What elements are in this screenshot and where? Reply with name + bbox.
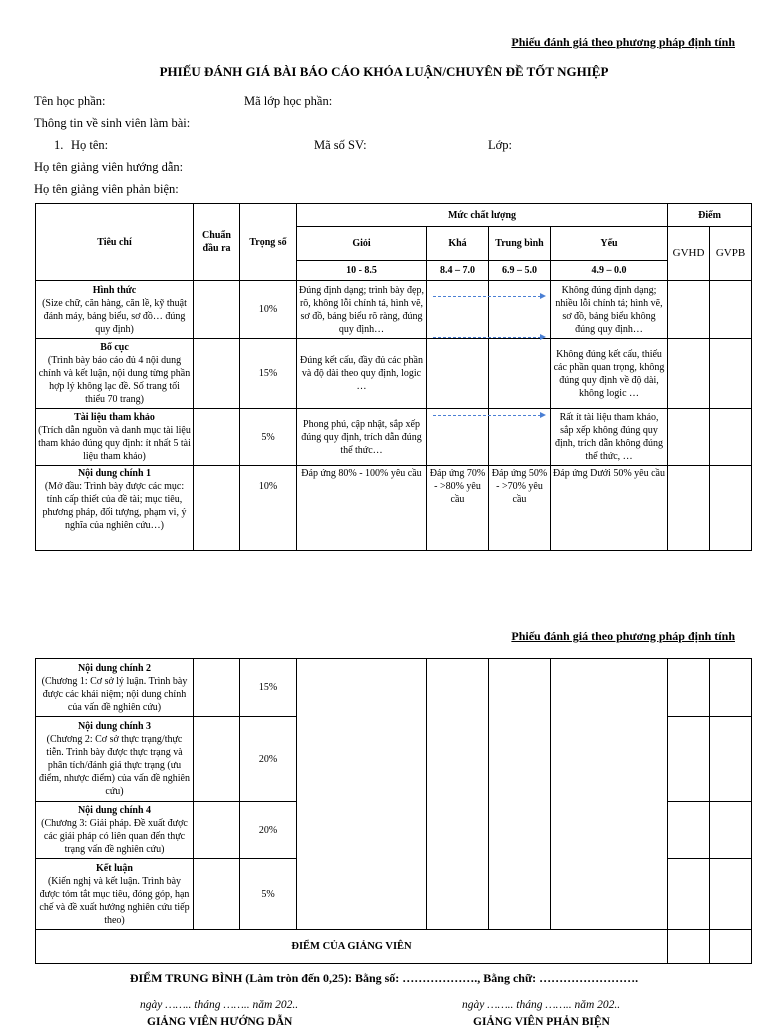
outcome-cell (194, 659, 240, 717)
table-row (36, 409, 752, 466)
arrow-head-icon (540, 412, 546, 418)
evaluation-table-page1 (35, 203, 752, 551)
range-good: 10 - 8.5 (297, 261, 427, 281)
fair-cell (427, 409, 489, 466)
outcome-cell (194, 466, 240, 551)
table-row (36, 930, 752, 964)
table-row (36, 339, 752, 409)
criteria-cell: Hình thức (Size chữ, căn hàng, căn lề, kỹ thuật đánh máy, bảng biểu, sơ đồ… đúng quy định) (36, 281, 194, 339)
criteria-cell: Nội dung chính 1 (Mở đầu: Trình bày được các mục: tính cấp thiết của đề tài; mục tiêu, phương pháp, đối tượng, phạm vi, ý nghĩa của nghiên cứu…) (36, 466, 194, 551)
student-id-label: Mã số SV: (314, 138, 367, 152)
outcome-cell (194, 859, 240, 930)
student-class-label: Lớp: (488, 138, 512, 152)
weight-cell: 10% (240, 466, 297, 551)
good-cell: Đúng định dạng; trình bày đẹp, rõ, không lỗi chính tả, hình vẽ, sơ đồ, bảng biểu rõ ràng, đúng quy định… (297, 281, 427, 339)
advisor-label: Họ tên giảng viên hướng dẫn: (34, 160, 184, 174)
weight-header: Trọng số (240, 204, 297, 281)
gvhd-score-cell[interactable] (668, 466, 710, 551)
weak-cell: Rất ít tài liệu tham khảo, sắp xếp không đúng quy định, trích dẫn không đúng thể thức, … (551, 409, 668, 466)
gvhd-score-cell[interactable] (668, 281, 710, 339)
outcome-cell (194, 339, 240, 409)
range-fair: 8.4 – 7.0 (427, 261, 489, 281)
student-number: 1. (54, 138, 64, 152)
student-info-label: Thông tin về sinh viên làm bài: (34, 116, 191, 130)
gvhd-header: GVHD (668, 227, 710, 281)
average-cell: Đáp ứng 50% - >70% yêu cầu (489, 466, 551, 551)
fair-cell (427, 339, 489, 409)
dashed-arrow-line (433, 415, 541, 416)
gvhd-score-cell[interactable] (668, 659, 710, 717)
reviewer-signature-label: GIẢNG VIÊN PHẢN BIỆN (473, 1016, 610, 1028)
weight-cell: 20% (240, 717, 297, 802)
weight-cell: 15% (240, 339, 297, 409)
weak-cell: Không đúng định dạng; nhiều lỗi chính tả; hình vẽ, sơ đồ, bảng biểu không đúng quy định… (551, 281, 668, 339)
fair-cell (427, 281, 489, 339)
weight-cell: 5% (240, 859, 297, 930)
gvpb-score-cell[interactable] (710, 717, 752, 802)
criteria-cell: Tài liệu tham khảo (Trích dẫn nguồn và danh mục tài liệu tham khảo đúng quy định: ít nhất 5 tài liệu tham khảo) (36, 409, 194, 466)
fair-cell: Đáp ứng 70% - >80% yêu cầu (427, 466, 489, 551)
course-name-label: Tên học phần: (34, 94, 106, 108)
gvhd-total-cell[interactable] (668, 930, 710, 964)
range-average: 6.9 – 5.0 (489, 261, 551, 281)
table-row (36, 281, 752, 339)
weak-cell: Đáp ứng Dưới 50% yêu cầu (551, 466, 668, 551)
criteria-cell: Kết luận (Kiến nghị và kết luận. Trình bày được tóm tắt mục tiêu, đóng góp, hạn chế và đề xuất hướng nghiên cứu tiếp theo) (36, 859, 194, 930)
date-left: ngày …….. tháng …….. năm 202.. (140, 999, 299, 1011)
weak-cell (551, 659, 668, 930)
level-average: Trung bình (489, 227, 551, 261)
criteria-header: Tiêu chí (36, 204, 194, 281)
dashed-arrow-line (433, 337, 541, 338)
good-cell (297, 659, 427, 930)
gvpb-score-cell[interactable] (710, 466, 752, 551)
outcome-cell (194, 802, 240, 859)
form-type-note-page2: Phiếu đánh giá theo phương pháp định tính (511, 629, 735, 643)
gvpb-score-cell[interactable] (710, 339, 752, 409)
level-weak: Yếu (551, 227, 668, 261)
gvpb-score-cell[interactable] (710, 281, 752, 339)
average-score-line: ĐIỂM TRUNG BÌNH (Làm tròn đến 0,25): Bằng số: ………………., Bằng chữ: ……………………. (129, 971, 639, 985)
evaluation-table-page2 (35, 658, 752, 964)
weak-cell: Không đúng kết cấu, thiếu các phần quan trọng, không đúng quy định về độ dài, không logic … (551, 339, 668, 409)
dashed-arrow-line (433, 296, 541, 297)
gvhd-score-cell[interactable] (668, 339, 710, 409)
gvpb-score-cell[interactable] (710, 802, 752, 859)
outcome-cell (194, 281, 240, 339)
weight-cell: 10% (240, 281, 297, 339)
table-row (36, 466, 752, 551)
gvpb-score-cell[interactable] (710, 859, 752, 930)
criteria-cell: Nội dung chính 3 (Chương 2: Cơ sở thực trạng/thực tiễn. Trình bày được thực trạng và phân tích/đánh giá thực trạng (ưu điểm, nhược điểm) của vấn đề nghiên cứu) (36, 717, 194, 802)
gvpb-score-cell[interactable] (710, 409, 752, 466)
page-title: PHIẾU ĐÁNH GIÁ BÀI BÁO CÁO KHÓA LUẬN/CHUYÊN ĐỀ TỐT NGHIỆP (159, 64, 609, 79)
teacher-score-label: ĐIỂM CỦA GIẢNG VIÊN (36, 930, 668, 964)
good-cell: Đáp ứng 80% - 100% yêu cầu (297, 466, 427, 551)
outcome-header: Chuẩn đầu ra (194, 204, 240, 281)
table-row (36, 659, 752, 717)
gvhd-score-cell[interactable] (668, 717, 710, 802)
good-cell: Phong phú, cập nhật, sắp xếp đúng quy định, trích dẫn đúng thể thức… (297, 409, 427, 466)
student-name-label: Họ tên: (71, 138, 109, 152)
fair-cell (427, 659, 489, 930)
reviewer-label: Họ tên giảng viên phản biện: (34, 182, 179, 196)
level-good: Giỏi (297, 227, 427, 261)
gvpb-score-cell[interactable] (710, 659, 752, 717)
advisor-signature-label: GIẢNG VIÊN HƯỚNG DẪN (147, 1016, 293, 1028)
weight-cell: 15% (240, 659, 297, 717)
weight-cell: 20% (240, 802, 297, 859)
outcome-cell (194, 717, 240, 802)
arrow-head-icon (540, 334, 546, 340)
weight-cell: 5% (240, 409, 297, 466)
good-cell: Đúng kết cấu, đầy đủ các phần và độ dài theo quy định, logic … (297, 339, 427, 409)
level-fair: Khá (427, 227, 489, 261)
outcome-cell (194, 409, 240, 466)
class-code-label: Mã lớp học phần: (244, 94, 333, 108)
gvhd-score-cell[interactable] (668, 859, 710, 930)
gvhd-score-cell[interactable] (668, 409, 710, 466)
quality-header: Mức chất lượng (297, 204, 668, 227)
score-header: Điểm (668, 204, 752, 227)
average-cell (489, 659, 551, 930)
gvhd-score-cell[interactable] (668, 802, 710, 859)
criteria-cell: Nội dung chính 2 (Chương 1: Cơ sở lý luận. Trình bày được các khái niệm; nội dung chính của vấn đề nghiên cứu) (36, 659, 194, 717)
date-right: ngày …….. tháng …….. năm 202.. (462, 999, 621, 1011)
average-cell (489, 339, 551, 409)
gvpb-header: GVPB (710, 227, 752, 281)
average-cell (489, 281, 551, 339)
criteria-cell: Bố cục (Trình bày báo cáo đủ 4 nội dung chính và kết luận, nội dung từng phần hợp lý không lạc đề. Số trang tối thiểu 70 trang) (36, 339, 194, 409)
criteria-cell: Nội dung chính 4 (Chương 3: Giải pháp. Đề xuất được các giải pháp có liên quan đến thực trạng vấn đề nghiên cứu) (36, 802, 194, 859)
arrow-head-icon (540, 293, 546, 299)
gvpb-total-cell[interactable] (710, 930, 752, 964)
range-weak: 4.9 – 0.0 (551, 261, 668, 281)
form-type-note: Phiếu đánh giá theo phương pháp định tính (511, 35, 735, 49)
